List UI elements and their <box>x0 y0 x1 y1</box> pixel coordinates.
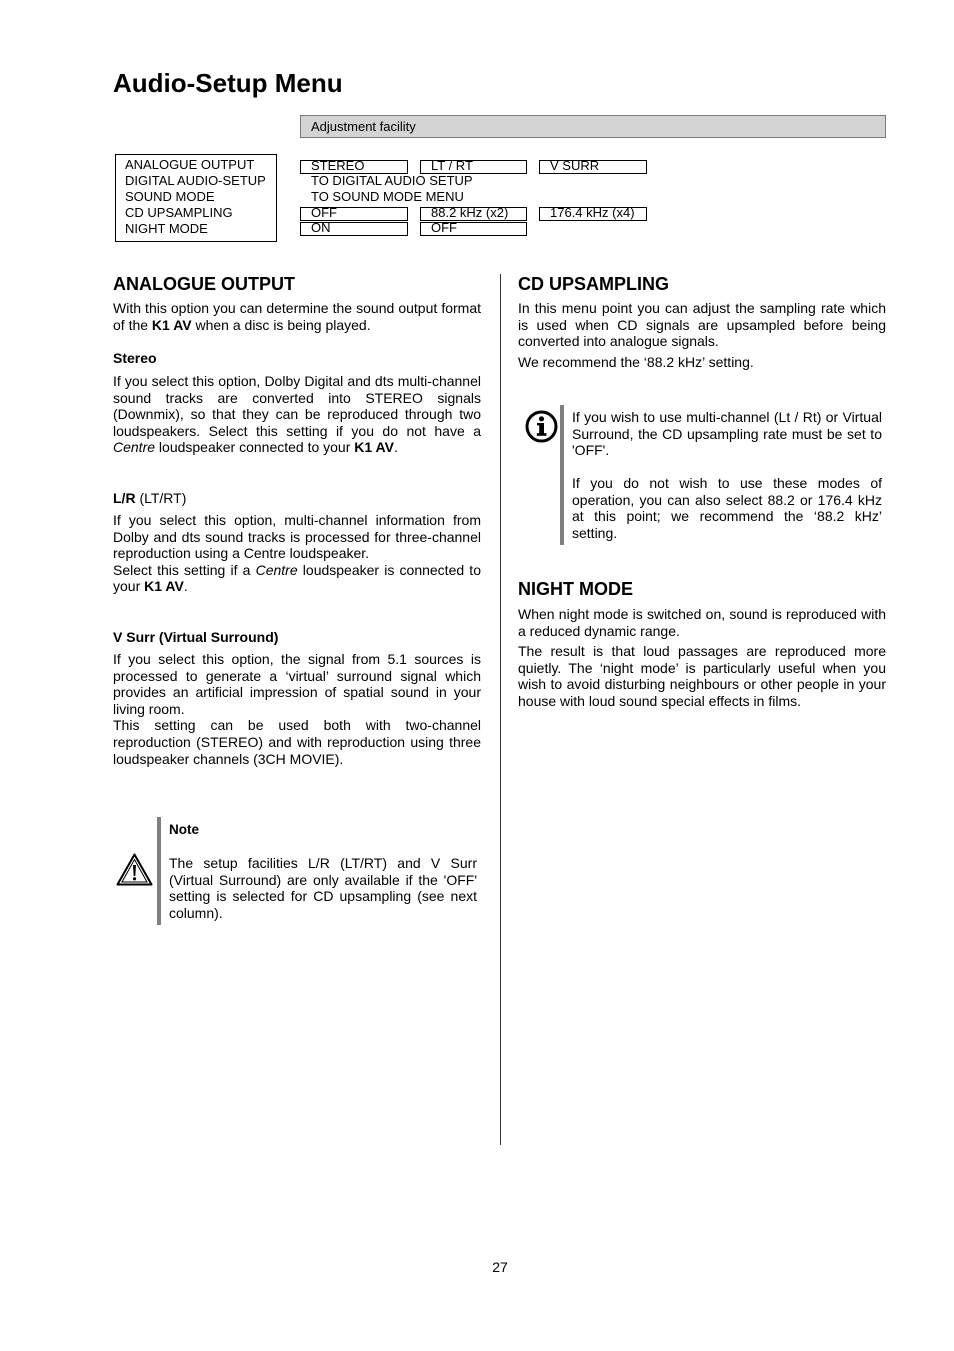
cd-upsampling-text: In this menu point you can adjust the sampling rate which is used when CD signals are upsampled before being converted into analogue signals. <box>518 300 886 350</box>
page-title: Audio-Setup Menu <box>113 68 343 98</box>
adjustment-facility-header: Adjustment facility <box>300 115 886 138</box>
note-heading: Note <box>169 822 199 837</box>
night-mode-text-2: The result is that loud passages are reproduced more quietly. The ‘night mode’ is particularly useful when you wish to avoid disturbing neighbours or other people in your house with loud sound special effects in films. <box>518 643 886 709</box>
stereo-text-part: . <box>393 439 398 456</box>
product-name: K1 AV <box>354 439 394 456</box>
intro-text: With this option you can determine the sound output format of the <box>113 300 481 333</box>
lr-text-2 <box>113 562 481 595</box>
digital-audio-setup-link: TO DIGITAL AUDIO SETUP <box>311 173 473 188</box>
info-text-2: If you do not wish to use these modes of operation, you can also select 88.2 or 176.4 kHz at this point; we recommend the ‘88.2 kHz’ setting. <box>572 475 882 541</box>
option-stereo: STEREO <box>300 160 408 174</box>
info-icon <box>525 410 558 443</box>
note-callout-bar <box>157 817 161 925</box>
column-divider <box>500 274 501 1145</box>
option-night-off: OFF <box>420 222 527 236</box>
lr-text-block <box>113 512 481 595</box>
cd-upsampling-recommendation: We recommend the ‘88.2 kHz’ setting. <box>518 354 754 370</box>
analogue-output-heading: ANALOGUE OUTPUT <box>113 274 295 294</box>
option-lt-rt: LT / RT <box>420 160 527 174</box>
option-v-surr: V SURR <box>539 160 647 174</box>
lr-text: If you select this option, multi-channel information from Dolby and dts sound tracks is processed for three-channel reproduction using a Centre loudspeaker. <box>113 512 481 562</box>
lr-heading-rest: (LT/RT) <box>135 490 187 506</box>
menu-item-cd-upsampling: CD UPSAMPLING <box>125 205 233 220</box>
vsurr-text-block <box>113 651 481 767</box>
analogue-output-intro <box>113 300 481 333</box>
vsurr-text: If you select this option, the signal from 5.1 sources is processed to generate a ‘virtual’ surround signal which provides an artificial impression of spatial sound in your living room. <box>113 651 481 717</box>
menu-item-analogue-output: ANALOGUE OUTPUT <box>125 157 255 172</box>
cd-upsampling-heading: CD UPSAMPLING <box>518 274 670 294</box>
warning-triangle-icon <box>116 853 153 886</box>
menu-item-sound-mode: SOUND MODE <box>125 189 215 204</box>
lr-text-part: loudspeaker is connected to your <box>113 561 481 595</box>
intro-text: when a disc is being played. <box>191 316 371 333</box>
night-mode-text: When night mode is switched on, sound is reproduced with a reduced dynamic range. <box>518 606 886 639</box>
stereo-heading: Stereo <box>113 350 157 366</box>
centre-term: Centre <box>113 439 156 456</box>
product-name: K1 AV <box>144 578 184 595</box>
lr-heading <box>113 490 481 507</box>
menu-item-digital-audio-setup: DIGITAL AUDIO-SETUP <box>125 173 266 188</box>
centre-term: Centre <box>255 561 298 578</box>
setup-menu-list <box>115 154 277 242</box>
option-night-on: ON <box>300 222 408 236</box>
night-mode-heading: NIGHT MODE <box>518 579 633 599</box>
stereo-text <box>113 373 481 456</box>
lr-heading-bold: L/R <box>113 490 136 506</box>
option-upsampling-176-4: 176.4 kHz (x4) <box>539 207 647 221</box>
option-upsampling-off: OFF <box>300 207 408 221</box>
info-callout-bar <box>560 405 564 545</box>
vsurr-heading: V Surr (Virtual Surround) <box>113 629 279 645</box>
sound-mode-link: TO SOUND MODE MENU <box>311 189 464 204</box>
info-text: If you wish to use multi-channel (Lt / Rt) or Virtual Surround, the CD upsampling rate must be set to 'OFF'. <box>572 409 882 459</box>
note-text: The setup facilities L/R (LT/RT) and V Surr (Virtual Surround) are only available if the 'OFF' setting is selected for CD upsampling (see next column). <box>169 855 477 921</box>
lr-text-part: . <box>183 578 188 595</box>
stereo-text-part: If you select this option, Dolby Digital and dts multi-channel sound tracks are converted into STEREO signals (Downmix), so that they can be reproduced through two loudspeakers. Select this setting if you do not have a <box>113 373 481 439</box>
page-number: 27 <box>492 1259 508 1275</box>
product-name: K1 AV <box>151 316 192 333</box>
lr-text-part: Select this setting if a <box>113 561 256 578</box>
menu-item-night-mode: NIGHT MODE <box>125 221 208 236</box>
vsurr-text-2: This setting can be used both with two-channel reproduction (STEREO) and with reproduction using three loudspeaker channels (3CH MOVIE). <box>113 717 481 767</box>
option-upsampling-88-2: 88.2 kHz (x2) <box>420 207 527 221</box>
stereo-text-part: loudspeaker connected to your <box>155 439 355 456</box>
